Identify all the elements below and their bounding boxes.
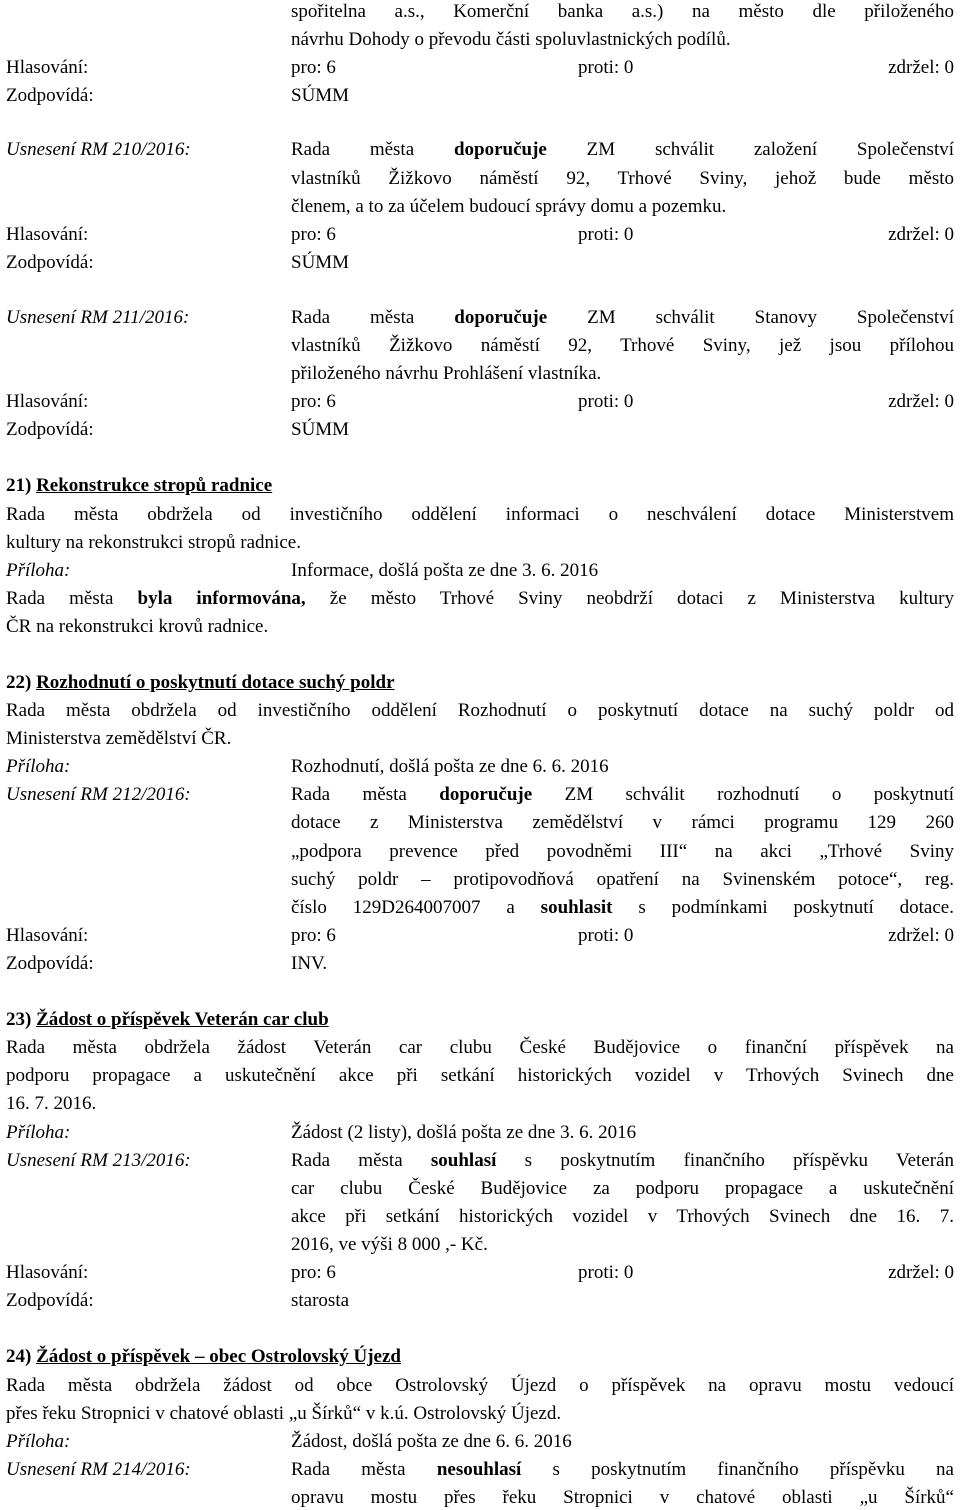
responsible-value: SÚMM (291, 85, 350, 106)
vote-row (6, 223, 954, 247)
resolution-213 (6, 1149, 954, 1173)
responsible-label: Zodpovídá: (6, 252, 94, 273)
responsible-value: INV. (291, 953, 328, 974)
attachment-value: Informace, došlá pošta ze dne 3. 6. 2016 (291, 560, 599, 581)
resolution-line: akce při setkání historických vozidel v Trhových Svinech dne 16. 7. (291, 1206, 954, 1227)
paragraph-line: Ministerstva zemědělství ČR. (6, 728, 232, 749)
paragraph-line: ČR na rekonstrukci krovů radnice. (6, 616, 269, 637)
vote-row (6, 924, 954, 948)
responsible-row (6, 952, 954, 976)
vote-row (6, 56, 954, 80)
vote-label: Hlasování: (6, 391, 89, 412)
resolution-210 (6, 138, 954, 162)
resolution-line: 2016, ve výši 8 000 ,- Kč. (291, 1234, 488, 1255)
vote-label: Hlasování: (6, 1262, 89, 1283)
responsible-row (6, 251, 954, 275)
paragraph-line: Rada města obdržela od investičního oddělení informaci o neschválení dotace Ministerstvem (6, 504, 954, 525)
resolution-line: Rada města doporučuje ZM schválit rozhodnutí o poskytnutí (291, 784, 954, 805)
vote-abstain: zdržel: 0 (888, 1262, 954, 1283)
resolution-line: suchý poldr – protipovodňová opatření na Svinenském potoce“, reg. (291, 869, 954, 890)
resolution-211 (6, 306, 954, 330)
responsible-value: SÚMM (291, 419, 350, 440)
section-heading-21: 21) Rekonstrukce stropů radnice (6, 475, 273, 496)
resolution-line: vlastníků Žižkovo náměstí 92, Trhové Sviny, jehož bude město (291, 168, 954, 189)
resolution-line: Rada města souhlasí s poskytnutím finančního příspěvku Veterán (291, 1150, 955, 1171)
resolution-line: opravu mostu přes řeku Stropnici v chatové oblasti „u Šírků“ (291, 1487, 954, 1508)
paragraph-line: kultury na rekonstrukci stropů radnice. (6, 532, 301, 553)
paragraph-line: Rada města obdržela od investičního oddělení Rozhodnutí o poskytnutí dotace na suchý poldr od (6, 700, 954, 721)
vote-for: pro: 6 (291, 391, 336, 412)
vote-abstain: zdržel: 0 (888, 57, 954, 78)
resolution-label: Usnesení RM 212/2016: (6, 784, 191, 805)
vote-row (6, 390, 954, 414)
paragraph-line: spořitelna a.s., Komerční banka a.s.) na město dle přiloženého (291, 1, 954, 22)
vote-against: proti: 0 (578, 57, 634, 78)
section-heading-24: 24) Žádost o příspěvek – obec Ostrolovský Újezd (6, 1346, 401, 1367)
attachment-label: Příloha: (6, 560, 71, 581)
attachment-row (6, 559, 954, 583)
paragraph-line: Rada města byla informována, že město Trhové Sviny neobdrží dotaci z Ministerstva kultury (6, 588, 954, 609)
resolution-line: přiloženého návrhu Prohlášení vlastníka. (291, 363, 602, 384)
resolution-line: dotace z Ministerstva zemědělství v rámci programu 129 260 (291, 812, 954, 833)
resolution-line: Rada města nesouhlasí s poskytnutím finančního příspěvku na (291, 1459, 954, 1480)
responsible-label: Zodpovídá: (6, 419, 94, 440)
vote-for: pro: 6 (291, 57, 336, 78)
paragraph-line: Rada města obdržela žádost Veterán car clubu České Budějovice o finanční příspěvek na (6, 1037, 954, 1058)
paragraph-line: 16. 7. 2016. (6, 1093, 97, 1114)
attachment-label: Příloha: (6, 1431, 71, 1452)
vote-abstain: zdržel: 0 (888, 391, 954, 412)
section-heading-22: 22) Rozhodnutí o poskytnutí dotace suchý poldr (6, 672, 395, 693)
attachment-value: Žádost (2 listy), došlá pošta ze dne 3. 6. 2016 (291, 1122, 637, 1143)
resolution-label: Usnesení RM 213/2016: (6, 1150, 191, 1171)
responsible-label: Zodpovídá: (6, 953, 94, 974)
vote-abstain: zdržel: 0 (888, 925, 954, 946)
vote-abstain: zdržel: 0 (888, 224, 954, 245)
vote-row (6, 1261, 954, 1285)
resolution-label: Usnesení RM 214/2016: (6, 1459, 191, 1480)
attachment-value: Rozhodnutí, došlá pošta ze dne 6. 6. 2016 (291, 756, 609, 777)
resolution-line: Rada města doporučuje ZM schválit založení Společenství (291, 139, 955, 160)
attachment-row (6, 1430, 954, 1454)
attachment-value: Žádost, došlá pošta ze dne 6. 6. 2016 (291, 1431, 572, 1452)
vote-for: pro: 6 (291, 1262, 336, 1283)
attachment-row (6, 1121, 954, 1145)
responsible-label: Zodpovídá: (6, 1290, 94, 1311)
vote-against: proti: 0 (578, 925, 634, 946)
responsible-value: SÚMM (291, 252, 350, 273)
resolution-label: Usnesení RM 210/2016: (6, 139, 191, 160)
vote-against: proti: 0 (578, 224, 634, 245)
paragraph-line: návrhu Dohody o převodu části spoluvlastnických podílů. (291, 29, 731, 50)
attachment-label: Příloha: (6, 1122, 71, 1143)
vote-against: proti: 0 (578, 1262, 634, 1283)
section-heading-23: 23) Žádost o příspěvek Veterán car club (6, 1009, 329, 1030)
paragraph-line: podporu propagace a uskutečnění akce při setkání historických vozidel v Trhových Svinech dne (6, 1065, 954, 1086)
attachment-label: Příloha: (6, 756, 71, 777)
paragraph-line: Rada města obdržela žádost od obce Ostrolovský Újezd o příspěvek na opravu mostu vedoucí (6, 1375, 954, 1396)
resolution-212 (6, 783, 954, 807)
vote-label: Hlasování: (6, 57, 89, 78)
responsible-value: starosta (291, 1290, 350, 1311)
resolution-line: Rada města doporučuje ZM schválit Stanovy Společenství (291, 307, 954, 328)
vote-against: proti: 0 (578, 391, 634, 412)
attachment-row (6, 755, 954, 779)
resolution-line: car clubu České Budějovice za podporu propagace a uskutečnění (291, 1178, 954, 1199)
responsible-row (6, 418, 954, 442)
paragraph-line: přes řeku Stropnici v chatové oblasti „u Šírků“ v k.ú. Ostrolovský Újezd. (6, 1403, 562, 1424)
vote-for: pro: 6 (291, 224, 336, 245)
responsible-label: Zodpovídá: (6, 85, 94, 106)
vote-label: Hlasování: (6, 224, 89, 245)
vote-label: Hlasování: (6, 925, 89, 946)
responsible-row (6, 1289, 954, 1313)
resolution-label: Usnesení RM 211/2016: (6, 307, 190, 328)
resolution-line: členem, a to za účelem budoucí správy domu a pozemku. (291, 196, 727, 217)
resolution-214 (6, 1458, 954, 1482)
resolution-line: vlastníků Žižkovo náměstí 92, Trhové Sviny, jež jsou přílohou (291, 335, 954, 356)
resolution-line: číslo 129D264007007 a souhlasit s podmínkami poskytnutí dotace. (291, 897, 954, 918)
vote-for: pro: 6 (291, 925, 336, 946)
responsible-row (6, 84, 954, 108)
resolution-line: „podpora prevence před povodněmi III“ na akci „Trhové Sviny (291, 841, 954, 862)
